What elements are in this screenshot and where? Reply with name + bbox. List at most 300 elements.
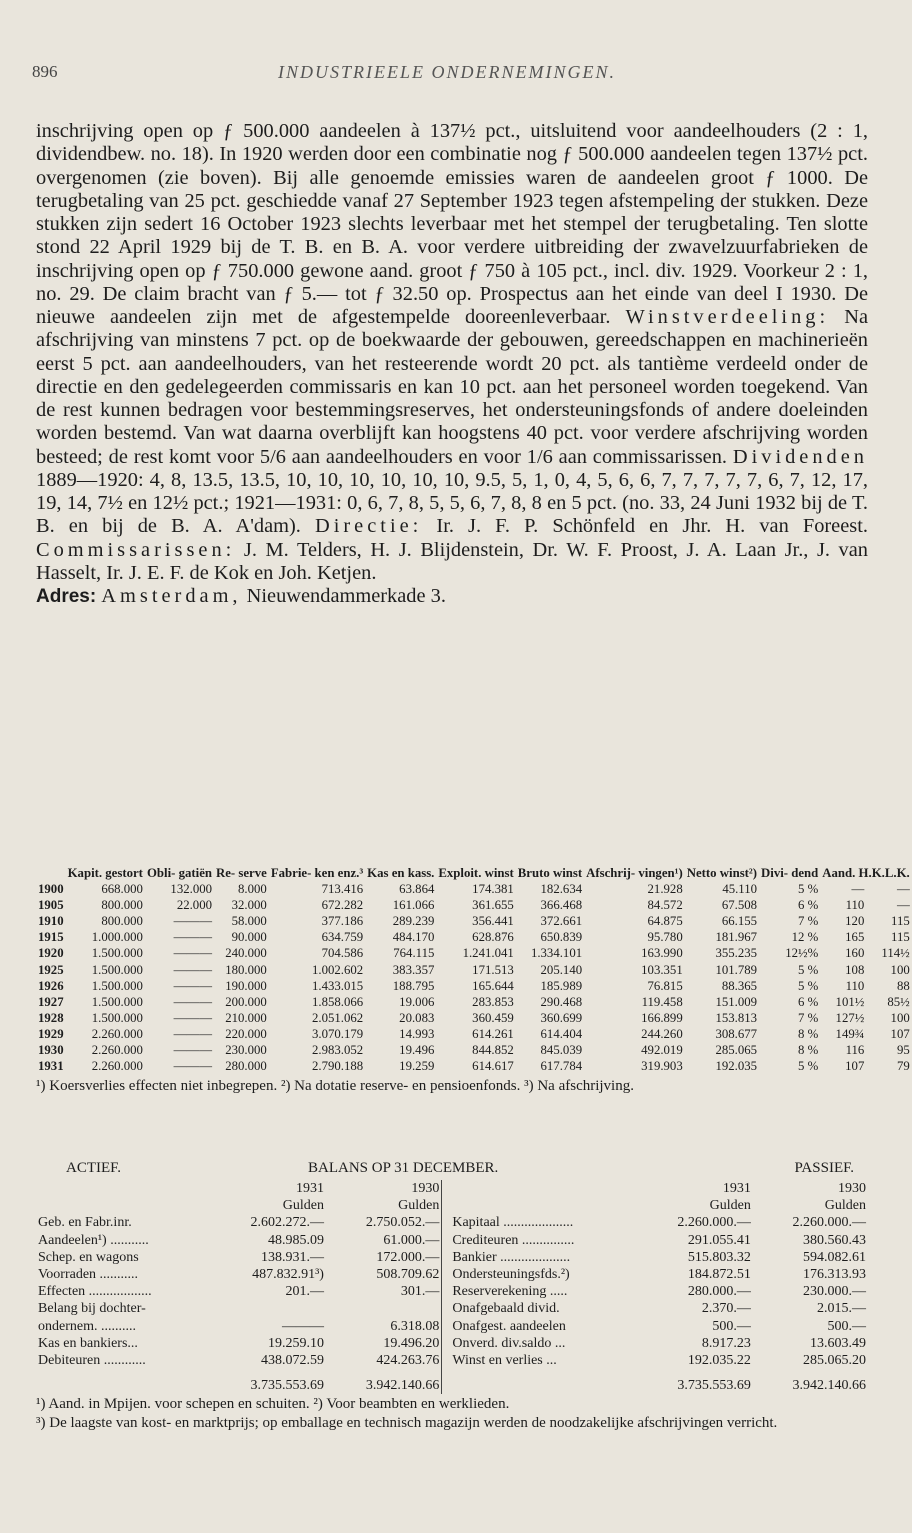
- table-cell: 377.186: [321, 914, 364, 929]
- table-cell: 79: [896, 1059, 910, 1074]
- balance-totals-row: [36, 1369, 868, 1394]
- actief-1931: ———: [281, 1318, 324, 1334]
- passief-1930: 13.603.49: [810, 1335, 866, 1351]
- table-cell: 230.000: [225, 1043, 267, 1058]
- table-cell: 355.235: [715, 946, 758, 961]
- table-cell: 1.241.041: [462, 946, 514, 961]
- passief-item: Onafgest. aandeelen: [452, 1318, 566, 1334]
- passief-item: Crediteuren ...............: [452, 1232, 575, 1248]
- actief-1931: 138.931.—: [260, 1249, 324, 1265]
- actief-item: Schep. en wagons: [38, 1249, 139, 1265]
- year-header: 1930: [411, 1181, 440, 1196]
- table-cell: 280.000: [225, 1059, 267, 1074]
- table-cell: 1.002.602: [311, 962, 364, 977]
- column-header: Divi- dend: [761, 866, 819, 880]
- table-cell: 672.282: [321, 898, 364, 913]
- table-cell: 8 %: [798, 1043, 819, 1058]
- unit-header: Gulden: [282, 1198, 324, 1214]
- passief-1930: 176.313.93: [803, 1267, 866, 1283]
- table-cell: 107: [845, 1059, 865, 1074]
- actief-1931: 201.—: [285, 1284, 324, 1300]
- table-cell: 704.586: [321, 946, 364, 961]
- table-cell: 20.083: [399, 1010, 435, 1025]
- table-cell: 361.655: [472, 898, 514, 913]
- table-cell: 1.500.000: [91, 1010, 143, 1025]
- table-cell: 614.617: [472, 1059, 514, 1074]
- table-cell: 88.365: [721, 978, 758, 993]
- dividenden-label: Dividenden: [732, 445, 868, 468]
- actief-1930: 6.318.08: [390, 1318, 440, 1334]
- table-cell: 95: [896, 1043, 910, 1058]
- table-cell: ———: [173, 994, 213, 1009]
- table-cell: 171.513: [472, 962, 514, 977]
- directie-label: Directie:: [315, 515, 423, 538]
- column-header: Kapit. gestort: [67, 866, 143, 880]
- table-cell: 166.899: [641, 1010, 683, 1025]
- table-cell: 1.500.000: [91, 978, 143, 993]
- passief-1931: 184.872.51: [687, 1267, 751, 1283]
- table-row: [36, 962, 912, 978]
- table-cell: 1.000.000: [91, 930, 143, 945]
- table-cell: ———: [173, 946, 213, 961]
- table-cell: 5 %: [798, 962, 819, 977]
- actief-item: Belang bij dochter-: [38, 1301, 146, 1317]
- total-value: 3.735.553.69: [677, 1378, 751, 1394]
- separator: [442, 1266, 451, 1283]
- table-cell: 650.839: [540, 930, 583, 945]
- table-cell: 190.000: [225, 978, 267, 993]
- blank-cell: [36, 1180, 211, 1197]
- actief-1931: 2.602.272.—: [250, 1215, 324, 1231]
- passief-1931: 8.917.23: [701, 1335, 751, 1351]
- table-row: [36, 994, 912, 1010]
- passief-1930: 380.560.43: [803, 1232, 866, 1248]
- table-row: [36, 1010, 912, 1026]
- column-header: Exploit. winst: [438, 866, 514, 880]
- separator: [442, 1318, 451, 1335]
- actief-1930: 172.000.—: [376, 1249, 440, 1265]
- table-cell: 165.644: [472, 978, 514, 993]
- separator: [442, 1369, 451, 1394]
- balance-row: [36, 1266, 868, 1283]
- table-cell: 165: [845, 930, 865, 945]
- table-cell: 32.000: [231, 898, 267, 913]
- actief-1930: 301.—: [400, 1284, 440, 1300]
- passief-1931: 192.035.22: [687, 1353, 751, 1369]
- table-cell: 289.239: [392, 914, 435, 929]
- table-cell: 181.967: [715, 930, 758, 945]
- table-row: [36, 1042, 912, 1058]
- table-cell: 6 %: [798, 898, 819, 913]
- adres-street: Nieuwendammerkade 3.: [246, 585, 446, 607]
- table-cell: 66.155: [721, 914, 758, 929]
- table-cell: 58.000: [231, 914, 267, 929]
- table-cell: 2.260.000: [91, 1026, 143, 1041]
- table-cell: 614.404: [540, 1026, 583, 1041]
- table-cell: 2.051.062: [311, 1010, 364, 1025]
- balance-table: [36, 1180, 868, 1394]
- actief-item: Aandeelen¹) ...........: [38, 1232, 149, 1248]
- running-title: INDUSTRIEELE ONDERNEMINGEN.: [278, 62, 616, 82]
- passief-1930: 594.082.61: [803, 1249, 866, 1265]
- table-cell: 200.000: [225, 994, 267, 1009]
- table-cell: 163.990: [641, 946, 683, 961]
- table-cell: —: [851, 882, 865, 897]
- description-paragraph: [36, 120, 868, 585]
- table-cell: 5 %: [798, 882, 819, 897]
- passief-item: Onverd. div.saldo ...: [452, 1335, 566, 1351]
- table-row: [36, 978, 912, 994]
- blank-cell: [36, 1197, 211, 1214]
- table-cell: 188.795: [392, 978, 435, 993]
- column-header: Kas en kass.: [367, 866, 435, 880]
- table-cell: 290.468: [540, 994, 583, 1009]
- table-cell: 844.852: [472, 1043, 514, 1058]
- table-cell: 12 %: [791, 930, 819, 945]
- passief-1931: 500.—: [712, 1318, 751, 1334]
- passief-1930: 500.—: [827, 1318, 866, 1334]
- table-cell: 108: [845, 962, 865, 977]
- adres-city: Amsterdam,: [101, 585, 242, 607]
- table-cell: 308.677: [715, 1026, 758, 1041]
- table-cell: 2.983.052: [311, 1043, 364, 1058]
- table-cell: 115: [891, 930, 910, 945]
- column-header: Netto winst²): [686, 866, 758, 880]
- blank-cell: [36, 1369, 211, 1394]
- table-cell: 101.789: [715, 962, 758, 977]
- table-cell: 151.009: [715, 994, 758, 1009]
- balance-row: [36, 1300, 868, 1317]
- row-year: 1915: [38, 930, 64, 945]
- total-value: 3.942.140.66: [365, 1378, 440, 1394]
- total-value: 3.735.553.69: [250, 1378, 324, 1394]
- table-cell: 84.572: [647, 898, 683, 913]
- table-cell: 160: [845, 946, 865, 961]
- table-cell: 614.261: [472, 1026, 514, 1041]
- table-cell: 76.815: [647, 978, 683, 993]
- table-cell: 1.334.101: [530, 946, 583, 961]
- actief-1930: 424.263.76: [376, 1353, 440, 1369]
- table-cell: 634.759: [321, 930, 364, 945]
- table-cell: 360.459: [472, 1010, 514, 1025]
- table-cell: 149¾: [835, 1026, 865, 1041]
- table-cell: 116: [845, 1043, 865, 1058]
- table-cell: 115: [891, 914, 910, 929]
- table-cell: 356.441: [472, 914, 514, 929]
- table-cell: 617.784: [540, 1059, 583, 1074]
- actief-1931: [211, 1300, 326, 1317]
- actief-item: Geb. en Fabr.inr.: [38, 1215, 132, 1231]
- table-cell: 7 %: [798, 1010, 819, 1025]
- table-cell: 85½: [887, 994, 910, 1009]
- table-cell: 800.000: [101, 914, 143, 929]
- row-year: 1925: [38, 962, 64, 977]
- row-year: 1927: [38, 994, 64, 1009]
- passief-item: Winst en verlies ...: [452, 1353, 557, 1369]
- table-cell: 2.790.188: [311, 1059, 364, 1074]
- company-description: [36, 120, 868, 608]
- table-cell: 127½: [835, 1010, 865, 1025]
- table-cell: ———: [173, 1010, 213, 1025]
- table-cell: 668.000: [101, 882, 143, 897]
- table-row: [36, 881, 912, 897]
- table-cell: 484.170: [392, 930, 435, 945]
- table-cell: 19.006: [399, 994, 435, 1009]
- passief-1930: 285.065.20: [803, 1353, 866, 1369]
- passief-item: Kapitaal ....................: [452, 1215, 574, 1231]
- balance-row: [36, 1283, 868, 1300]
- table-cell: 5 %: [798, 978, 819, 993]
- passief-1931: 2.370.—: [701, 1301, 751, 1317]
- year-header: 1931: [295, 1181, 324, 1196]
- table-cell: 153.813: [715, 1010, 758, 1025]
- table-cell: ———: [173, 914, 213, 929]
- table-cell: 244.260: [641, 1026, 683, 1041]
- table-cell: 21.928: [647, 882, 683, 897]
- table-cell: 240.000: [225, 946, 267, 961]
- table-cell: 174.381: [472, 882, 514, 897]
- table-cell: 1.500.000: [91, 946, 143, 961]
- row-year: 1931: [38, 1059, 64, 1074]
- table-cell: 45.110: [722, 882, 758, 897]
- row-year: 1929: [38, 1026, 64, 1041]
- balance-unit-row: [36, 1197, 868, 1214]
- table-row: [36, 929, 912, 945]
- table-cell: 283.853: [472, 994, 514, 1009]
- table-cell: 2.260.000: [91, 1059, 143, 1074]
- table-row: [36, 913, 912, 929]
- table-cell: 103.351: [641, 962, 683, 977]
- table-row: [36, 1058, 912, 1074]
- table-cell: 1.500.000: [91, 962, 143, 977]
- unit-header: Gulden: [709, 1198, 751, 1214]
- row-year: 1910: [38, 914, 64, 929]
- table-cell: 2.260.000: [91, 1043, 143, 1058]
- passief-1931: 2.260.000.—: [677, 1215, 751, 1231]
- balance-title: BALANS OP 31 DECEMBER.: [308, 1160, 499, 1176]
- address-line: [36, 585, 868, 608]
- table-cell: —: [896, 898, 910, 913]
- table-cell: 19.259: [399, 1059, 435, 1074]
- table-cell: 210.000: [225, 1010, 267, 1025]
- table-cell: 110: [845, 978, 865, 993]
- year-header: 1931: [722, 1181, 751, 1196]
- column-header: Bruto winst: [517, 866, 583, 880]
- issue-history-text: inschrijving open op ƒ 500.000 aandeelen à 137½ pct., uitsluitend voor aandeelhouders (2 : 1, dividendbew. no. 18). In 1920 werden door een combinatie nog ƒ 500.000 aandeelen tegen 137½ pct. overgenomen (zie boven). Bij alle genoemde emissies waren de aandeelen groot ƒ 1000. De terugbetaling van 25 pct. geschiedde vanaf 27 September 1923 tegen afstempeling der stukken. Deze stukken zijn sedert 16 October 1923 slechts leverbaar met het stempel der terugbetaling. Ten slotte stond 22 April 1929 bij de T. B. en B. A. voor verdere uitbreiding der zwavelzuurfabrieken de inschrijving open op ƒ 750.000 gewone aand. groot ƒ 750 à 105 pct., incl. div. 1929. Voorkeur 2 : 1, no. 29. De claim bracht van ƒ 5.— tot ƒ 32.50 op. Prospectus aan het einde van deel I 1930. De nieuwe aandeelen zijn met de afgestempelde dooreenleverbaar.: [36, 120, 868, 328]
- table-cell: ———: [173, 930, 213, 945]
- table-cell: 88: [896, 978, 910, 993]
- table-cell: 64.875: [647, 914, 683, 929]
- table-cell: 360.699: [540, 1010, 583, 1025]
- separator: [442, 1283, 451, 1300]
- winstverdeeling-label: Winstverdeeling:: [625, 306, 830, 328]
- actief-1930: 508.709.62: [376, 1267, 440, 1283]
- page-number: 896: [32, 62, 58, 81]
- balance-footnote-1: ¹) Aand. in Mpijen. voor schepen en schuiten. ²) Voor beambten en werklieden.: [36, 1396, 510, 1413]
- passief-1931: 291.055.41: [687, 1232, 751, 1248]
- row-year: 1905: [38, 898, 64, 913]
- page-header: [32, 62, 862, 90]
- table-cell: 110: [845, 898, 865, 913]
- year-header: 1930: [838, 1181, 866, 1196]
- commissarissen-text: J. M. Telders, H. J. Blijdenstein, Dr. W. F. Proost, J. A. Laan Jr., J. van Hasselt, Ir. J. E. F. de Kok en Joh. Ketjen.: [36, 538, 868, 584]
- separator: [442, 1335, 451, 1352]
- table-cell: 107: [890, 1026, 910, 1041]
- table-cell: 161.066: [392, 898, 435, 913]
- statistics-table: [36, 865, 912, 1074]
- table-cell: ———: [173, 978, 213, 993]
- table-cell: 12½%: [785, 946, 819, 961]
- balance-row: [36, 1335, 868, 1352]
- separator: [442, 1249, 451, 1266]
- table-cell: 5 %: [798, 1059, 819, 1074]
- table-cell: 800.000: [101, 898, 143, 913]
- table-cell: 845.039: [540, 1043, 583, 1058]
- passief-1930: 2.015.—: [817, 1301, 866, 1317]
- actief-1930: 2.750.052.—: [365, 1215, 440, 1231]
- table-cell: 285.065: [715, 1043, 758, 1058]
- blank-cell: [450, 1180, 637, 1197]
- table-cell: 1.433.015: [311, 978, 364, 993]
- separator: [442, 1300, 451, 1317]
- table-cell: ———: [173, 962, 213, 977]
- table-cell: 182.634: [540, 882, 583, 897]
- balance-actief-label: ACTIEF.: [66, 1160, 122, 1176]
- table-cell: 101½: [835, 994, 865, 1009]
- table-header-row: [36, 865, 912, 881]
- table-cell: 366.468: [540, 898, 583, 913]
- balance-passief-label: PASSIEF.: [794, 1160, 854, 1176]
- separator: [442, 1180, 451, 1197]
- table-cell: ———: [173, 1059, 213, 1074]
- table-cell: ———: [173, 1043, 213, 1058]
- table-cell: 319.903: [641, 1059, 683, 1074]
- balance-header: [36, 1160, 868, 1180]
- table-cell: 19.496: [399, 1043, 435, 1058]
- column-header: Fabrie- ken enz.³: [270, 866, 364, 880]
- table-row: [36, 1026, 912, 1042]
- separator: [442, 1197, 451, 1214]
- column-header: [36, 865, 66, 881]
- actief-1931: 48.985.09: [267, 1232, 324, 1248]
- table-cell: 63.864: [399, 882, 435, 897]
- table-cell: 764.115: [393, 946, 435, 961]
- winstverdeeling-text: Na afschrijving van minstens 7 pct. op de boekwaarde der gebouwen, gereedschappen en machinerieën eerst 5 pct. aan aandeelhouders, van het resteerende wordt 20 pct. als tantième verdeeld onder de directie en den gedelegeerden commissaris en kan 10 pct. aan het personeel worden toegekend. Van de rest kunnen bedragen voor bestemmingsreserves, het ondersteuningsfonds of andere doeleinden worden bestemd. Van wat daarna overblijft kan hoogstens 40 pct. voor verdere afschrijving worden besteed; de rest komt voor 5/6 aan aandeelhouders en voor 1/6 aan commissarissen.: [36, 306, 868, 468]
- table-cell: 3.070.179: [311, 1026, 364, 1041]
- table-cell: 372.661: [540, 914, 583, 929]
- column-header: Obli- gatiën: [146, 866, 213, 880]
- column-header: Afschrij- vingen¹): [586, 866, 683, 880]
- table-cell: 22.000: [176, 898, 213, 913]
- table-row: [36, 897, 912, 913]
- table-cell: —: [896, 882, 910, 897]
- separator: [442, 1352, 451, 1369]
- row-year: 1928: [38, 1010, 64, 1025]
- table-cell: 100: [890, 1010, 910, 1025]
- actief-item: Debiteuren ............: [38, 1353, 146, 1369]
- table-cell: 8 %: [798, 1026, 819, 1041]
- actief-item: Voorraden ...........: [38, 1267, 139, 1283]
- separator: [442, 1214, 451, 1231]
- passief-1931: 515.803.32: [687, 1249, 751, 1265]
- financial-statistics: [36, 865, 910, 1095]
- actief-1931: 438.072.59: [260, 1353, 324, 1369]
- column-header: Re- serve: [216, 866, 267, 880]
- actief-1930: [326, 1300, 442, 1317]
- table-cell: 628.876: [472, 930, 514, 945]
- balance-row: [36, 1232, 868, 1249]
- total-value: 3.942.140.66: [792, 1378, 866, 1394]
- balance-sheet: [36, 1160, 868, 1432]
- blank-cell: [450, 1369, 637, 1394]
- table-cell: 180.000: [225, 962, 267, 977]
- passief-item: Onafgebaald divid.: [452, 1301, 560, 1317]
- table-cell: 192.035: [715, 1059, 758, 1074]
- table-cell: 1.858.066: [311, 994, 364, 1009]
- table-cell: 185.989: [540, 978, 583, 993]
- directie-text: Ir. J. F. P. Schönfeld en Jhr. H. van Foreest.: [436, 515, 868, 538]
- balance-row: [36, 1249, 868, 1266]
- table-cell: 8.000: [238, 882, 267, 897]
- balance-year-row: [36, 1180, 868, 1197]
- blank-cell: [450, 1197, 637, 1214]
- actief-1930: 19.496.20: [383, 1335, 440, 1351]
- table-cell: 67.508: [721, 898, 758, 913]
- passief-item: Reserverekening .....: [452, 1284, 568, 1300]
- row-year: 1926: [38, 978, 64, 993]
- table-cell: 205.140: [540, 962, 583, 977]
- table-cell: 7 %: [798, 914, 819, 929]
- passief-1931: 280.000.—: [687, 1284, 751, 1300]
- column-header: Aand. H.K.L.K.: [822, 866, 910, 880]
- passief-item: Bankier ....................: [452, 1249, 571, 1265]
- balance-row: [36, 1352, 868, 1369]
- table-cell: 492.019: [641, 1043, 683, 1058]
- unit-header: Gulden: [398, 1198, 440, 1214]
- passief-1930: 2.260.000.—: [792, 1215, 866, 1231]
- balance-row: [36, 1214, 868, 1231]
- separator: [442, 1232, 451, 1249]
- adres-label: Adres:: [36, 586, 97, 607]
- table-cell: 713.416: [321, 882, 364, 897]
- actief-item: Kas en bankiers...: [38, 1335, 138, 1351]
- passief-item: Ondersteuningsfds.²): [452, 1267, 570, 1283]
- actief-1931: 19.259.10: [267, 1335, 324, 1351]
- table-cell: 1.500.000: [91, 994, 143, 1009]
- row-year: 1930: [38, 1043, 64, 1058]
- balance-row: [36, 1318, 868, 1335]
- dividenden-text: 1889—1920: 4, 8, 13.5, 13.5, 10, 10, 10, 10, 10, 10, 9.5, 5, 1, 0, 4, 5, 6, 6, 7, 7, 7, 7, 7, 6, 7, 12, 17, 19, 14, 7½ en 12½ pct.; 1921—1931: 0, 6, 7, 8, 5, 5, 6, 7, 8, 8 en 5 pct. (no. 33, 24 Juni 1932 bij de T. B. en bij de B. A. A'dam).: [36, 468, 868, 538]
- table-cell: 95.780: [647, 930, 683, 945]
- table-cell: 220.000: [225, 1026, 267, 1041]
- table-cell: ———: [173, 1026, 213, 1041]
- actief-1930: 61.000.—: [383, 1232, 440, 1248]
- passief-1930: 230.000.—: [803, 1284, 866, 1300]
- table-cell: 6 %: [798, 994, 819, 1009]
- table-cell: 119.458: [641, 994, 683, 1009]
- table-cell: 90.000: [231, 930, 267, 945]
- table-cell: 14.993: [399, 1026, 435, 1041]
- table-cell: 114½: [881, 946, 910, 961]
- table-cell: 132.000: [170, 882, 213, 897]
- row-year: 1920: [38, 946, 64, 961]
- actief-item: ondernem. ..........: [38, 1318, 136, 1334]
- commissarissen-label: Commissarissen:: [36, 538, 236, 561]
- row-year: 1900: [38, 882, 64, 897]
- table-row: [36, 945, 912, 961]
- unit-header: Gulden: [824, 1198, 866, 1214]
- balance-footnote-2: ³) De laagste van kost- en marktprijs; op emballage en technisch magazijn werden de noodzakelijke afschrijvingen verricht.: [36, 1415, 778, 1432]
